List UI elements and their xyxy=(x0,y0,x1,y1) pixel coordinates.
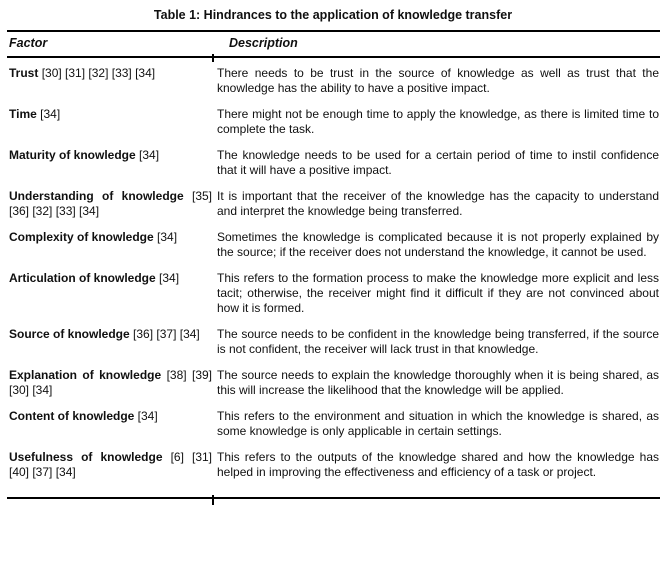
table-row xyxy=(7,230,660,260)
description-cell xyxy=(212,368,660,398)
column-header-description xyxy=(212,36,660,51)
factor-name: Maturity of knowledge xyxy=(9,148,136,162)
description-text: This refers to the formation process to make the knowledge more explicit and less tacit; otherwise, the receiver might find it difficult if they are not convinced about how it is formed. xyxy=(217,271,659,315)
factor-name: Source of knowledge xyxy=(9,327,130,341)
factor-cell xyxy=(7,230,212,260)
description-text: This refers to the environment and situation in which the knowledge is shared, as some knowledge is only applicable in certain settings. xyxy=(217,409,659,438)
table-row xyxy=(7,450,660,480)
column-divider-tick xyxy=(212,495,214,505)
description-cell xyxy=(212,450,660,480)
factor-citations: [34] xyxy=(40,107,61,121)
column-header-description-label: Description xyxy=(229,36,298,50)
factor-cell xyxy=(7,189,212,219)
column-header-factor xyxy=(7,36,212,51)
description-text: This refers to the outputs of the knowledge shared and how the knowledge has helped in improving the effectiveness and efficiency of a task or project. xyxy=(217,450,659,479)
factor-name: Explanation of knowledge xyxy=(9,368,162,382)
factor-cell xyxy=(7,327,212,357)
description-text: The source needs to explain the knowledge thoroughly when it is being shared, as this will increase the likelihood that the knowledge will be applied. xyxy=(217,368,659,397)
column-header-factor-label: Factor xyxy=(9,36,48,50)
description-text: There might not be enough time to apply the knowledge, as there is limited time to complete the task. xyxy=(217,107,659,136)
factor-citations: [34] xyxy=(139,148,160,162)
table-caption: Table 1: Hindrances to the application of knowledge transfer xyxy=(153,8,513,22)
factor-name: Time xyxy=(9,107,37,121)
description-cell xyxy=(212,66,660,96)
description-text: Sometimes the knowledge is complicated because it is not properly explained by the source; if the receiver does not understand the knowledge, it cannot be used. xyxy=(217,230,659,259)
table-row xyxy=(7,271,660,316)
description-cell xyxy=(212,107,660,137)
factor-name: Trust xyxy=(9,66,39,80)
factor-cell xyxy=(7,450,212,480)
factor-cell xyxy=(7,271,212,316)
table-row xyxy=(7,107,660,137)
description-cell xyxy=(212,271,660,316)
factor-citations: [30] [31] [32] [33] [34] xyxy=(41,66,156,80)
factor-citations: [36] [37] [34] xyxy=(133,327,200,341)
table-header-row xyxy=(7,32,660,58)
factor-cell xyxy=(7,148,212,178)
description-cell xyxy=(212,230,660,260)
table-row xyxy=(7,189,660,219)
factor-name: Usefulness of knowledge xyxy=(9,450,163,464)
description-cell xyxy=(212,148,660,178)
table-row xyxy=(7,66,660,96)
factor-cell xyxy=(7,107,212,137)
table-row xyxy=(7,368,660,398)
description-text: The knowledge needs to be used for a certain period of time to instil confidence that it will have a positive impact. xyxy=(217,148,659,177)
description-text: It is important that the receiver of the knowledge has the capacity to understand and interpret the knowledge being transferred. xyxy=(217,189,659,218)
factor-citations: [6] [31] [40] [37] [34] xyxy=(9,450,212,479)
factor-name: Articulation of knowledge xyxy=(9,271,156,285)
factor-name: Understanding of knowledge xyxy=(9,189,184,203)
factor-cell xyxy=(7,409,212,439)
factor-citations: [38] [39] [30] [34] xyxy=(9,368,212,397)
description-text: There needs to be trust in the source of knowledge as well as trust that the knowledge has the ability to have a positive impact. xyxy=(217,66,659,95)
description-text: The source needs to be confident in the knowledge being transferred, if the source is not confident, the receiver will lack trust in that knowledge. xyxy=(217,327,659,356)
factor-name: Content of knowledge xyxy=(9,409,135,423)
table-row xyxy=(7,409,660,439)
table-body xyxy=(7,58,660,499)
factor-cell xyxy=(7,368,212,398)
description-cell xyxy=(212,409,660,439)
factor-citations: [34] xyxy=(157,230,178,244)
factor-citations: [34] xyxy=(159,271,180,285)
factor-cell xyxy=(7,66,212,96)
description-cell xyxy=(212,327,660,357)
factor-citations: [35] [36] [32] [33] [34] xyxy=(9,189,212,218)
factor-name: Complexity of knowledge xyxy=(9,230,154,244)
table-row xyxy=(7,148,660,178)
factor-citations: [34] xyxy=(137,409,158,423)
description-cell xyxy=(212,189,660,219)
hindrances-table xyxy=(7,30,660,499)
table-row xyxy=(7,327,660,357)
